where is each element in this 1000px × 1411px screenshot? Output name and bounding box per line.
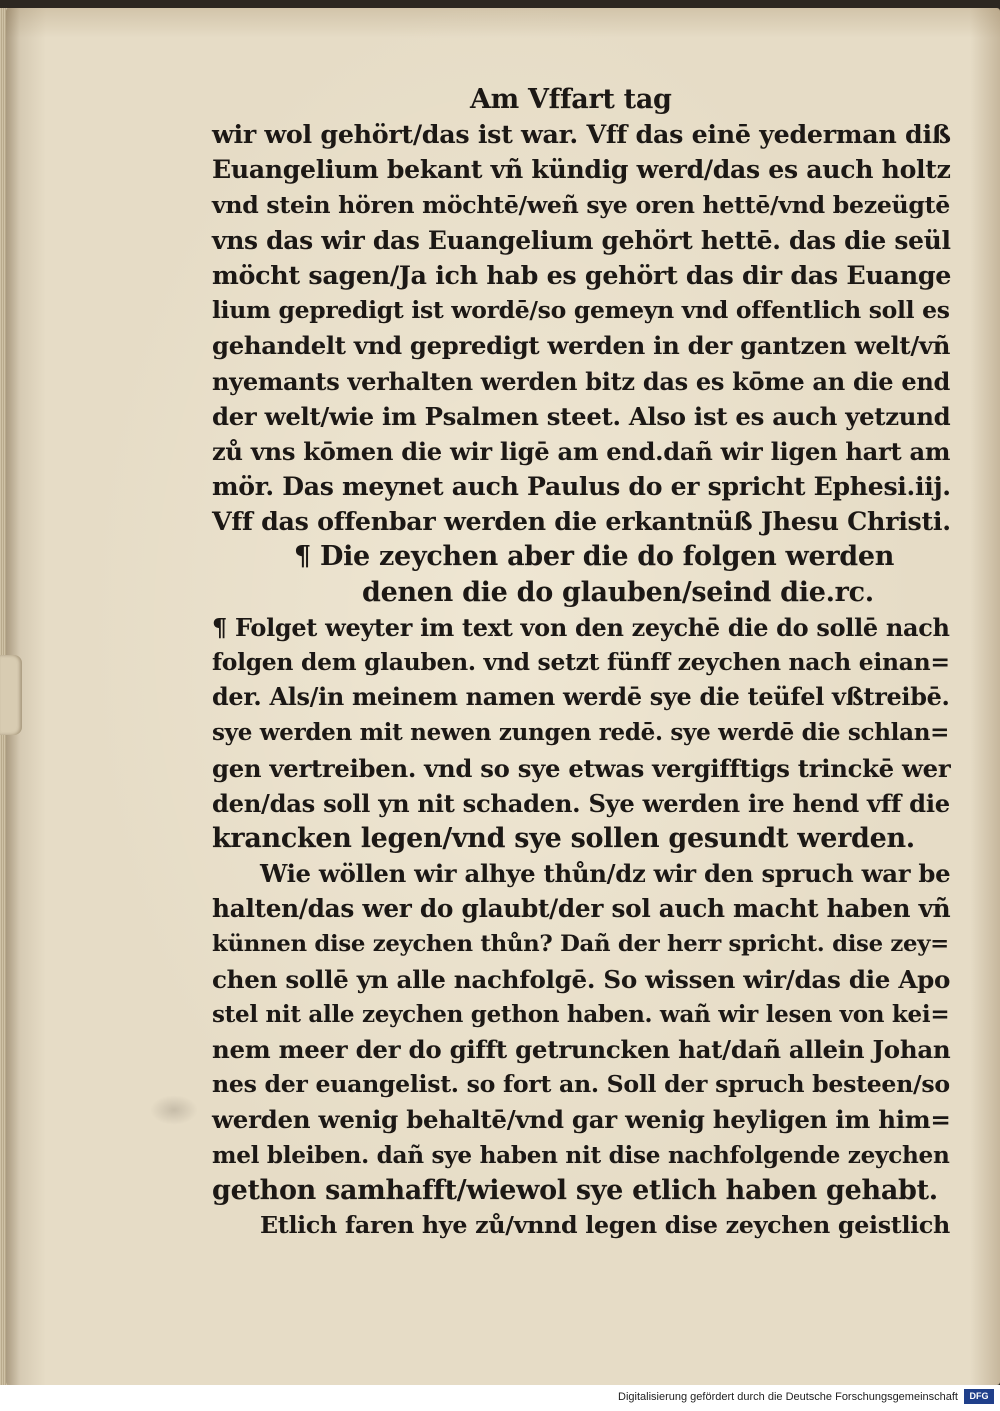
text-line: der. Als/in meinem namen werdē sye die teüfel vßtreibē. [212, 683, 950, 712]
text-line: möcht sagen/Ja ich hab es gehört das dir das Euange [212, 259, 952, 290]
text-line: künnen dise zeychen thůn? Dañ der herr spricht. dise zey= [212, 930, 949, 957]
text-line: lium gepredigt ist wordē/so gemeyn vnd offentlich soll es [212, 296, 950, 325]
text-line: halten/das wer do glaubt/der sol auch macht haben vñ [212, 894, 951, 924]
running-heading: Am Vffart tag [470, 84, 672, 115]
text-line: nyemants verhalten werden bitz das es kōme an die end [212, 366, 950, 396]
dfg-logo: DFG [964, 1389, 994, 1404]
text-line: Etlich faren hye zů/vnnd legen dise zeychen geistlich [260, 1211, 950, 1239]
text-line: der welt/wie im Psalmen steet. Also ist es auch yetzund [212, 401, 951, 431]
subheading-line: denen die do glauben/seind die.rc. [362, 576, 874, 608]
text-line: krancken legen/vnd sye sollen gesundt werden. [212, 822, 915, 854]
paper-stain [150, 1095, 198, 1125]
text-line: Wie wöllen wir alhye thůn/dz wir den spruch war be [260, 859, 951, 889]
subheading-line: ¶ Die zeychen aber die do folgen werden [294, 541, 895, 573]
text-line: Euangelium bekant vñ kündig werd/das es auch holtz [212, 154, 951, 185]
text-line: zů vns kōmen die wir ligē am end.dañ wir ligen hart am [212, 436, 951, 466]
footer-bar [0, 1385, 1000, 1411]
printed-text-block [212, 82, 952, 1243]
text-line: sye werden mit newen zungen redē. sye werdē die schlan= [212, 719, 950, 747]
text-line: nem meer der do gifft getruncken hat/dañ allein Johan [212, 1035, 951, 1065]
text-line: chen sollē yn alle nachfolgē. So wissen wir/das die Apo [212, 964, 951, 994]
funding-notice: Digitalisierung gefördert durch die Deutsche Forschungsgemeinschaft [618, 1391, 958, 1403]
text-line: werden wenig behaltē/vnd gar wenig heyligen im him= [212, 1105, 951, 1135]
text-line: wir wol gehört/das ist war. Vff das einē yederman diß [212, 119, 951, 150]
text-line: den/das soll yn nit schaden. Sye werden ire hend vff die [212, 788, 950, 818]
text-line: Vff das offenbar werden die erkantnüß Jhesu Christi. [212, 506, 951, 537]
text-line: gethon samhafft/wiewol sye etlich haben gehabt. [212, 1174, 938, 1206]
text-line: gen vertreiben. vnd so sye etwas vergifftigs trinckē wer [212, 753, 951, 783]
text-line: stel nit alle zeychen gethon haben. wañ wir lesen von kei= [212, 1000, 950, 1028]
text-line: ¶ Folget weyter im text von den zeychē die do sollē nach [212, 612, 950, 642]
bookmark-tab [0, 655, 22, 735]
text-line: folgen dem glauben. vnd setzt fünff zeychen nach einan= [212, 648, 950, 676]
text-line: vnd stein hören möchtē/weñ sye oren hettē/vnd bezeügtē [212, 190, 950, 219]
text-line: gehandelt vnd gepredigt werden in der gantzen welt/vñ [212, 331, 951, 361]
text-line: mel bleiben. dañ sye haben nit dise nachfolgende zeychen [212, 1141, 950, 1169]
text-line: vns das wir das Euangelium gehört hettē. das die seül [212, 225, 951, 255]
text-line: mör. Das meynet auch Paulus do er spricht Ephesi.iij. [212, 471, 951, 502]
text-line: nes der euangelist. so fort an. Soll der spruch besteen/so [212, 1070, 950, 1099]
